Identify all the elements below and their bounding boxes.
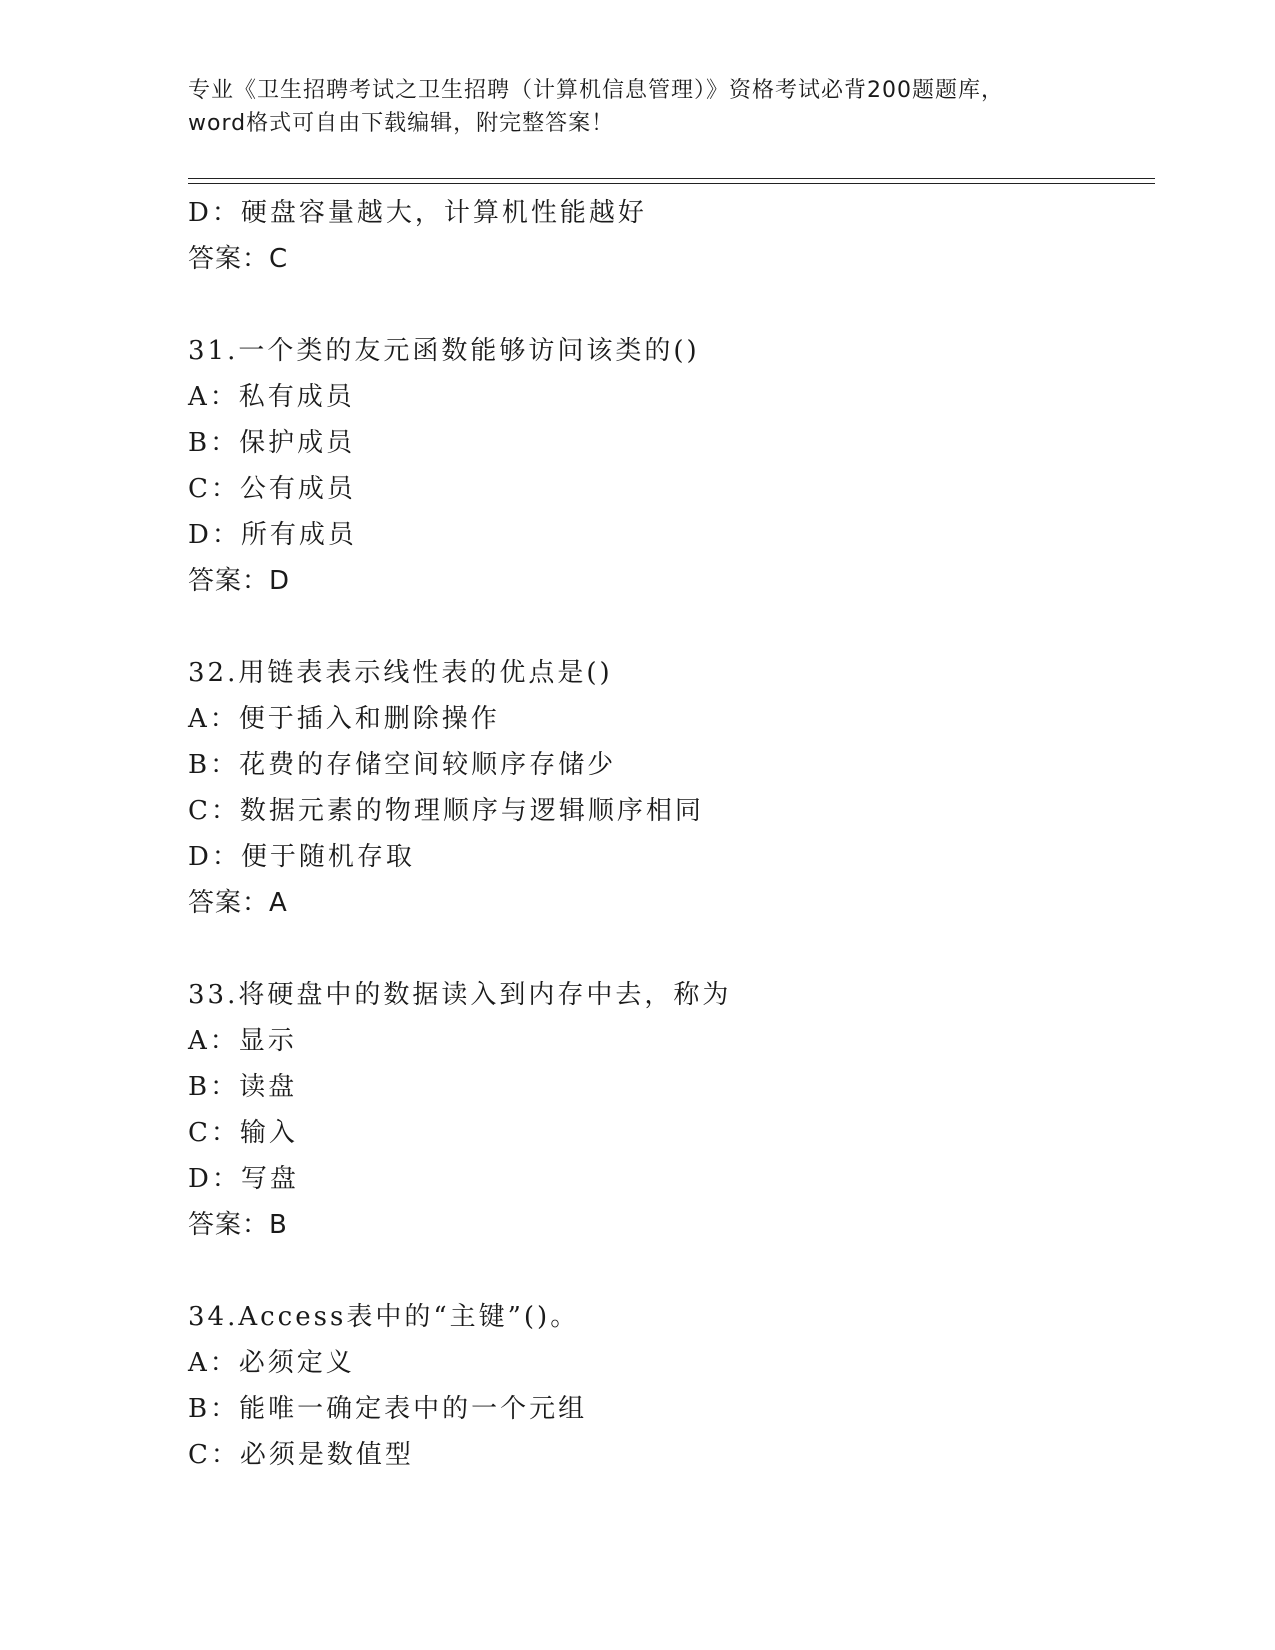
option-d: D：便于随机存取 (188, 842, 415, 872)
spacer (188, 282, 1148, 328)
question-stem: 33.将硬盘中的数据读入到内存中去，称为 (188, 980, 732, 1010)
option-c: C：必须是数值型 (188, 1440, 414, 1470)
header-divider-bottom (188, 183, 1155, 184)
header-title-line-2: word格式可自由下载编辑，附完整答案！ (188, 111, 615, 136)
spacer (188, 604, 1148, 650)
answer: 答案：C (188, 244, 289, 274)
question-stem: 32.用链表表示线性表的优点是() (188, 658, 613, 688)
option-b: B：保护成员 (188, 428, 356, 458)
option-d: D：写盘 (188, 1164, 299, 1194)
spacer (188, 926, 1148, 972)
document-header (188, 74, 1088, 140)
header-divider-top (188, 178, 1155, 179)
option-c: C：公有成员 (188, 474, 356, 504)
question-list (188, 190, 1148, 1478)
option-b: B：花费的存储空间较顺序存储少 (188, 750, 617, 780)
option-c: C：数据元素的物理顺序与逻辑顺序相同 (188, 796, 704, 826)
option-c: C：输入 (188, 1118, 298, 1148)
header-title-line-1: 专业《卫生招聘考试之卫生招聘（计算机信息管理）》资格考试必背200题题库， (188, 78, 1004, 103)
answer: 答案：D (188, 566, 291, 596)
option-d: D：硬盘容量越大，计算机性能越好 (188, 198, 647, 228)
option-d: D：所有成员 (188, 520, 357, 550)
option-a: A：私有成员 (188, 382, 355, 412)
option-a: A：便于插入和删除操作 (188, 704, 500, 734)
option-b: B：读盘 (188, 1072, 298, 1102)
question-stem: 34.Access表中的“主键”()。 (188, 1302, 580, 1332)
question-stem: 31.一个类的友元函数能够访问该类的() (188, 336, 700, 366)
answer: 答案：A (188, 888, 288, 918)
option-b: B：能唯一确定表中的一个元组 (188, 1394, 588, 1424)
option-a: A：显示 (188, 1026, 297, 1056)
answer: 答案：B (188, 1210, 288, 1240)
spacer (188, 1248, 1148, 1294)
option-a: A：必须定义 (188, 1348, 355, 1378)
